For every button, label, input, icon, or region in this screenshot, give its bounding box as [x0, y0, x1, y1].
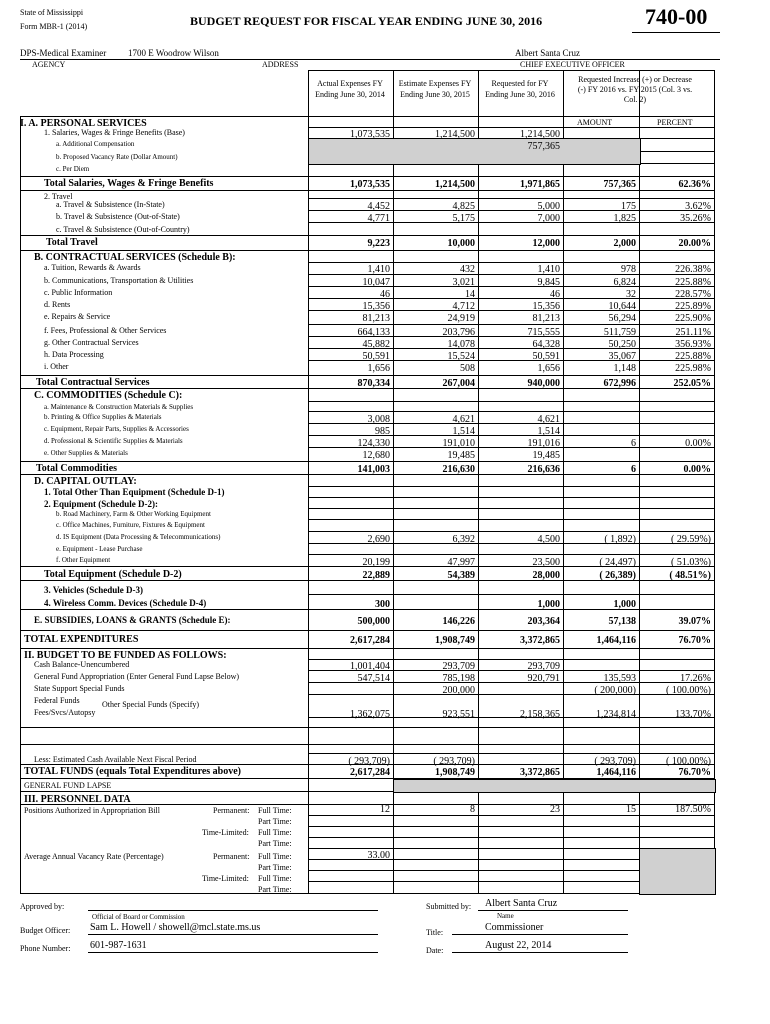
row-label: c. Public Information — [44, 288, 113, 297]
row-value-col2: 216,630 — [442, 464, 475, 475]
row-value-col3: 4,621 — [537, 414, 560, 425]
other-special-funds-label: Other Special Funds (Specify) — [102, 700, 200, 709]
row-value-col3: 23,500 — [532, 557, 560, 568]
row-value-col3: 7,000 — [537, 213, 560, 224]
row-label: 1. Total Other Than Equipment (Schedule D-1) — [44, 487, 225, 497]
form-number: Form MBR-1 (2014) — [20, 22, 88, 31]
row-label: b. Printing & Office Supplies & Materials — [44, 413, 162, 421]
row-value-col1: 2,690 — [367, 534, 390, 545]
row-label: General Fund Appropriation (Enter General Fund Lapse Below) — [34, 672, 240, 681]
official-label: Official of Board or Commission — [92, 913, 185, 921]
row-value-col1: 1,001,404 — [350, 661, 390, 672]
row-label: e. Equipment - Lease Purchase — [56, 545, 143, 553]
row-value-col2: 10,000 — [447, 238, 475, 249]
row-value-col4: 511,759 — [603, 327, 636, 338]
row-value-col3: 3,372,865 — [520, 635, 560, 646]
time-limited-label: Time-Limited: — [202, 874, 249, 883]
full-time-label: Full Time: — [258, 806, 292, 815]
positions-col4: 15 — [626, 804, 636, 815]
row-value-col4: 50,250 — [608, 339, 636, 350]
row-label: f. Other Equipment — [56, 556, 111, 564]
row-label: d. Professional & Scientific Supplies & Materials — [44, 437, 183, 445]
row-value-col2: 24,919 — [447, 313, 475, 324]
phone-label: Phone Number: — [20, 944, 71, 953]
row-value-col5: 251.11% — [675, 327, 711, 338]
row-value-col2: 47,997 — [447, 557, 475, 568]
row-value-col4: 757,365 — [603, 179, 636, 190]
row-value-col3: 715,555 — [527, 327, 560, 338]
row-value-col4: 6 — [631, 464, 636, 475]
row-value-col3: 1,214,500 — [520, 129, 560, 140]
row-value-col4: 56,294 — [608, 313, 636, 324]
row-value-col3: 757,365 — [527, 141, 560, 152]
part-time-label: Part Time: — [258, 839, 292, 848]
row-label: State Support Special Funds — [34, 684, 125, 693]
row-value-col3: 50,591 — [532, 351, 560, 362]
agency-code: 740-00 — [645, 4, 708, 29]
row-label: c. Travel & Subsistence (Out-of-Country) — [56, 225, 190, 234]
row-label: c. Per Diem — [56, 165, 90, 173]
row-label: Total Equipment (Schedule D-2) — [44, 569, 182, 580]
row-value-col3: 28,000 — [532, 570, 560, 581]
row-label: C. COMMODITIES (Schedule C): — [34, 390, 183, 401]
row-value-col3: 15,356 — [532, 301, 560, 312]
row-label: E. SUBSIDIES, LOANS & GRANTS (Schedule E): — [34, 615, 231, 625]
row-label: c. Office Machines, Furniture, Fixtures & Equipment — [56, 521, 205, 529]
row-value-col2: 14,078 — [447, 339, 475, 350]
row-value-col4: ( 26,389) — [599, 570, 636, 581]
row-value-col2: 293,709 — [442, 661, 475, 672]
row-label: c. Equipment, Repair Parts, Supplies & Accessories — [44, 425, 189, 433]
row-value-col2: 1,908,749 — [435, 767, 475, 778]
row-value-col5: 76.70% — [678, 635, 711, 646]
row-label: Federal Funds — [34, 696, 80, 705]
row-value-col3: 920,791 — [527, 673, 560, 684]
row-label: I. A. PERSONAL SERVICES — [20, 118, 147, 129]
row-label: d. Rents — [44, 300, 71, 309]
full-time-label: Full Time: — [258, 852, 292, 861]
row-value-col5: 225.98% — [675, 363, 711, 374]
row-value-col3: 5,000 — [537, 201, 560, 212]
row-label: III. PERSONNEL DATA — [24, 794, 131, 805]
row-value-col2: 508 — [460, 363, 475, 374]
col4-header: Requested Increase (+) or Decrease (-) FY 2016 vs. FY 2015 (Col. 3 vs. Col. 2) — [577, 75, 693, 104]
row-value-col2: 5,175 — [452, 213, 475, 224]
row-value-col4: 978 — [621, 264, 636, 275]
row-value-col2: 1,908,749 — [435, 635, 475, 646]
row-label: 2. Equipment (Schedule D-2): — [44, 499, 159, 509]
row-value-col1: ( 293,709) — [348, 756, 390, 767]
row-label: g. Other Contractual Services — [44, 338, 139, 347]
full-time-label: Full Time: — [258, 874, 292, 883]
col1-header: Actual Expenses FY Ending June 30, 2014 — [315, 79, 385, 99]
row-label: TOTAL FUNDS (equals Total Expenditures above) — [24, 766, 241, 777]
row-value-col5: 35.26% — [680, 213, 711, 224]
row-value-col3: 3,372,865 — [520, 767, 560, 778]
row-value-col2: 54,389 — [447, 570, 475, 581]
row-label: e. Other Supplies & Materials — [44, 449, 128, 457]
row-value-col1: 1,073,535 — [350, 179, 390, 190]
row-value-col4: ( 1,892) — [604, 534, 636, 545]
budget-officer-value: Sam L. Howell / showell@mcl.state.ms.us — [90, 922, 261, 933]
row-value-col4: 1,825 — [613, 213, 636, 224]
row-label: b. Communications, Transportation & Utilities — [44, 276, 194, 285]
row-value-col1: 500,000 — [357, 616, 390, 627]
row-value-col1: 9,223 — [367, 238, 390, 249]
row-value-col3: 293,709 — [527, 661, 560, 672]
row-value-col2: 267,004 — [442, 378, 475, 389]
row-value-col4: 1,464,116 — [596, 767, 636, 778]
row-label: 1. Salaries, Wages & Fringe Benefits (Base) — [44, 128, 185, 137]
row-value-col5: 76.70% — [678, 767, 711, 778]
row-value-col1: 985 — [375, 426, 390, 437]
row-label: Total Commodities — [36, 463, 118, 474]
row-value-col1: 15,356 — [362, 301, 390, 312]
submitted-label: Submitted by: — [426, 902, 472, 911]
row-value-col3: 4,500 — [537, 534, 560, 545]
vacancy-value: 33.00 — [367, 850, 390, 861]
row-label: D. CAPITAL OUTLAY: — [34, 476, 137, 487]
row-value-col1: 1,656 — [367, 363, 390, 374]
row-value-col5: 356.93% — [675, 339, 711, 350]
row-value-col5: 39.07% — [678, 616, 711, 627]
row-value-col1: 124,330 — [357, 438, 390, 449]
row-value-col5: 0.00% — [685, 438, 711, 449]
row-label: b. Proposed Vacancy Rate (Dollar Amount) — [56, 153, 178, 161]
row-value-col4: ( 293,709) — [594, 756, 636, 767]
row-value-col4: 1,148 — [613, 363, 636, 374]
row-value-col5: 20.00% — [678, 238, 711, 249]
row-value-col1: 22,889 — [362, 570, 390, 581]
row-value-col1: 4,771 — [367, 213, 390, 224]
row-value-col2: 1,214,500 — [435, 129, 475, 140]
row-value-col2: 203,796 — [442, 327, 475, 338]
row-label: II. BUDGET TO BE FUNDED AS FOLLOWS: — [24, 650, 227, 661]
phone-value: 601-987-1631 — [90, 940, 147, 951]
row-value-col1: 870,334 — [357, 378, 390, 389]
row-value-col3: 1,656 — [537, 363, 560, 374]
row-value-col1: 10,047 — [362, 277, 390, 288]
row-value-col4: 35,067 — [608, 351, 636, 362]
row-label: d. IS Equipment (Data Processing & Telecommunications) — [56, 533, 221, 541]
col3-header: Requested for FY Ending June 30, 2016 — [485, 79, 555, 99]
row-value-col5: 62.36% — [678, 179, 711, 190]
amount-header: AMOUNT — [577, 118, 613, 127]
row-label: 4. Wireless Comm. Devices (Schedule D-4) — [44, 598, 207, 608]
row-label: h. Data Processing — [44, 350, 104, 359]
agency-address: 1700 E Woodrow Wilson — [128, 48, 219, 58]
row-label: Total Travel — [46, 237, 98, 248]
row-value-col5: 225.90% — [675, 313, 711, 324]
row-value-col1: 2,617,284 — [350, 767, 390, 778]
row-label: a. Additional Compensation — [56, 140, 135, 148]
row-label: a. Maintenance & Construction Materials & Supplies — [44, 403, 194, 411]
row-label: Fees/Svcs/Autopsy — [34, 708, 96, 717]
row-label: i. Other — [44, 362, 69, 371]
full-time-label: Full Time: — [258, 828, 292, 837]
row-value-col1: 3,008 — [367, 414, 390, 425]
row-value-col2: 4,621 — [452, 414, 475, 425]
row-value-col1: 4,452 — [367, 201, 390, 212]
row-value-col2: 4,712 — [452, 301, 475, 312]
row-value-col4: 1,000 — [613, 599, 636, 610]
row-value-col5: 3.62% — [685, 201, 711, 212]
row-value-col4: 1,234,814 — [596, 709, 636, 720]
row-label: a. Tuition, Rewards & Awards — [44, 263, 141, 272]
row-label: Total Salaries, Wages & Fringe Benefits — [44, 178, 214, 189]
row-value-col5: 228.57% — [675, 289, 711, 300]
state-label: State of Mississippi — [20, 8, 84, 17]
positions-col2: 8 — [470, 804, 475, 815]
row-value-col3: 191,016 — [527, 438, 560, 449]
row-value-col5: 252.05% — [673, 378, 711, 389]
date-value: August 22, 2014 — [485, 940, 552, 951]
row-value-col1: 1,410 — [367, 264, 390, 275]
row-value-col2: 200,000 — [442, 685, 475, 696]
row-value-col1: 1,073,535 — [350, 129, 390, 140]
row-value-col3: 1,971,865 — [520, 179, 560, 190]
row-value-col4: 6,824 — [613, 277, 636, 288]
agency-label: AGENCY — [32, 60, 66, 69]
row-value-col2: 15,524 — [447, 351, 475, 362]
row-value-col4: 32 — [626, 289, 636, 300]
vacancy-label: Average Annual Vacancy Rate (Percentage) — [24, 852, 164, 861]
row-label: 2. Travel — [44, 192, 73, 201]
row-value-col1: 81,213 — [362, 313, 390, 324]
row-value-col1: 300 — [375, 599, 390, 610]
row-value-col5: 225.89% — [675, 301, 711, 312]
row-value-col2: 1,214,500 — [435, 179, 475, 190]
row-label: GENERAL FUND LAPSE — [24, 781, 112, 790]
row-value-col3: 12,000 — [532, 238, 560, 249]
page-title: BUDGET REQUEST FOR FISCAL YEAR ENDING JUNE 30, 2016 — [190, 14, 543, 28]
row-value-col3: 9,845 — [537, 277, 560, 288]
row-value-col2: 19,485 — [447, 450, 475, 461]
agency-name: DPS-Medical Examiner — [20, 48, 107, 58]
row-label: 3. Vehicles (Schedule D-3) — [44, 585, 143, 595]
permanent-label: Permanent: — [213, 806, 250, 815]
part-time-label: Part Time: — [258, 817, 292, 826]
approved-label: Approved by: — [20, 902, 65, 911]
row-value-col1: 50,591 — [362, 351, 390, 362]
row-value-col2: 923,551 — [442, 709, 475, 720]
row-value-col3: 19,485 — [532, 450, 560, 461]
row-label: f. Fees, Professional & Other Services — [44, 326, 167, 335]
row-value-col3: 216,636 — [527, 464, 560, 475]
row-value-col2: 432 — [460, 264, 475, 275]
row-value-col4: 175 — [621, 201, 636, 212]
permanent-label: Permanent: — [213, 852, 250, 861]
row-value-col4: 57,138 — [608, 616, 636, 627]
officer-label: CHIEF EXECUTIVE OFFICER — [520, 60, 625, 69]
row-value-col1: 2,617,284 — [350, 635, 390, 646]
row-value-col2: 3,021 — [452, 277, 475, 288]
row-value-col3: 1,514 — [537, 426, 560, 437]
row-value-col3: 64,328 — [532, 339, 560, 350]
row-value-col5: ( 51.03%) — [671, 557, 711, 568]
row-value-col4: 1,464,116 — [596, 635, 636, 646]
row-value-col3: 81,213 — [532, 313, 560, 324]
row-value-col4: 135,593 — [603, 673, 636, 684]
row-value-col3: 1,410 — [537, 264, 560, 275]
row-value-col1: 12,680 — [362, 450, 390, 461]
title-label: Title: — [426, 928, 444, 937]
row-value-col5: 226.38% — [675, 264, 711, 275]
row-value-col1: 45,882 — [362, 339, 390, 350]
row-value-col4: ( 200,000) — [594, 685, 636, 696]
positions-col5: 187.50% — [675, 804, 711, 815]
row-value-col5: 225.88% — [675, 277, 711, 288]
row-value-col1: 664,133 — [357, 327, 390, 338]
row-value-col4: 672,996 — [603, 378, 636, 389]
row-value-col1: 1,362,075 — [350, 709, 390, 720]
part-time-label: Part Time: — [258, 863, 292, 872]
time-limited-label: Time-Limited: — [202, 828, 249, 837]
row-value-col4: ( 24,497) — [599, 557, 636, 568]
row-value-col5: ( 48.51%) — [669, 570, 711, 581]
percent-header: PERCENT — [657, 118, 693, 127]
row-value-col3: 2,158,365 — [520, 709, 560, 720]
row-value-col1: 20,199 — [362, 557, 390, 568]
row-value-col4: 10,644 — [608, 301, 636, 312]
row-label: e. Repairs & Service — [44, 312, 111, 321]
row-value-col4: 6 — [631, 438, 636, 449]
row-value-col5: 133.70% — [675, 709, 711, 720]
row-value-col3: 46 — [550, 289, 560, 300]
row-value-col2: 1,514 — [452, 426, 475, 437]
row-value-col2: 6,392 — [452, 534, 475, 545]
row-value-col2: 14 — [465, 289, 475, 300]
row-label: B. CONTRACTUAL SERVICES (Schedule B): — [34, 252, 236, 263]
row-value-col5: ( 29.59%) — [671, 534, 711, 545]
row-value-col1: 46 — [380, 289, 390, 300]
positions-label: Positions Authorized in Appropriation Bill — [24, 806, 160, 815]
row-value-col5: ( 100.00%) — [666, 756, 711, 767]
row-value-col2: 191,010 — [442, 438, 475, 449]
row-label: TOTAL EXPENDITURES — [24, 634, 139, 645]
submitted-value: Albert Santa Cruz — [485, 898, 558, 909]
row-value-col1: 547,514 — [357, 673, 390, 684]
row-label: b. Road Machinery, Farm & Other Working Equipment — [56, 510, 211, 518]
row-value-col3: 203,364 — [527, 616, 560, 627]
row-value-col5: ( 100.00%) — [666, 685, 711, 696]
date-label: Date: — [426, 946, 444, 955]
row-value-col5: 225.88% — [675, 351, 711, 362]
positions-col1: 12 — [380, 804, 390, 815]
row-value-col5: 0.00% — [683, 464, 711, 475]
part-time-label: Part Time: — [258, 885, 292, 894]
row-value-col3: 1,000 — [537, 599, 560, 610]
row-label: a. Travel & Subsistence (In-State) — [56, 200, 165, 209]
row-value-col1: 141,003 — [357, 464, 390, 475]
name-label: Name — [497, 912, 514, 920]
row-label: Less: Estimated Cash Available Next Fiscal Period — [34, 755, 197, 764]
positions-col3: 23 — [550, 804, 560, 815]
row-label: Cash Balance-Unencumbered — [34, 660, 130, 669]
row-value-col2: ( 293,709) — [433, 756, 475, 767]
row-label: Total Contractual Services — [36, 377, 150, 388]
row-value-col4: 2,000 — [613, 238, 636, 249]
col2-header: Estimate Expenses FY Ending June 30, 2015 — [398, 79, 472, 99]
chief-officer-name: Albert Santa Cruz — [515, 48, 580, 58]
row-value-col3: 940,000 — [527, 378, 560, 389]
row-value-col2: 4,825 — [452, 201, 475, 212]
budget-officer-label: Budget Officer: — [20, 926, 71, 935]
row-label: b. Travel & Subsistence (Out-of-State) — [56, 212, 180, 221]
address-label: ADDRESS — [262, 60, 299, 69]
title-value: Commissioner — [485, 922, 544, 933]
row-value-col2: 785,198 — [442, 673, 475, 684]
row-value-col2: 146,226 — [442, 616, 475, 627]
row-value-col5: 17.26% — [680, 673, 711, 684]
